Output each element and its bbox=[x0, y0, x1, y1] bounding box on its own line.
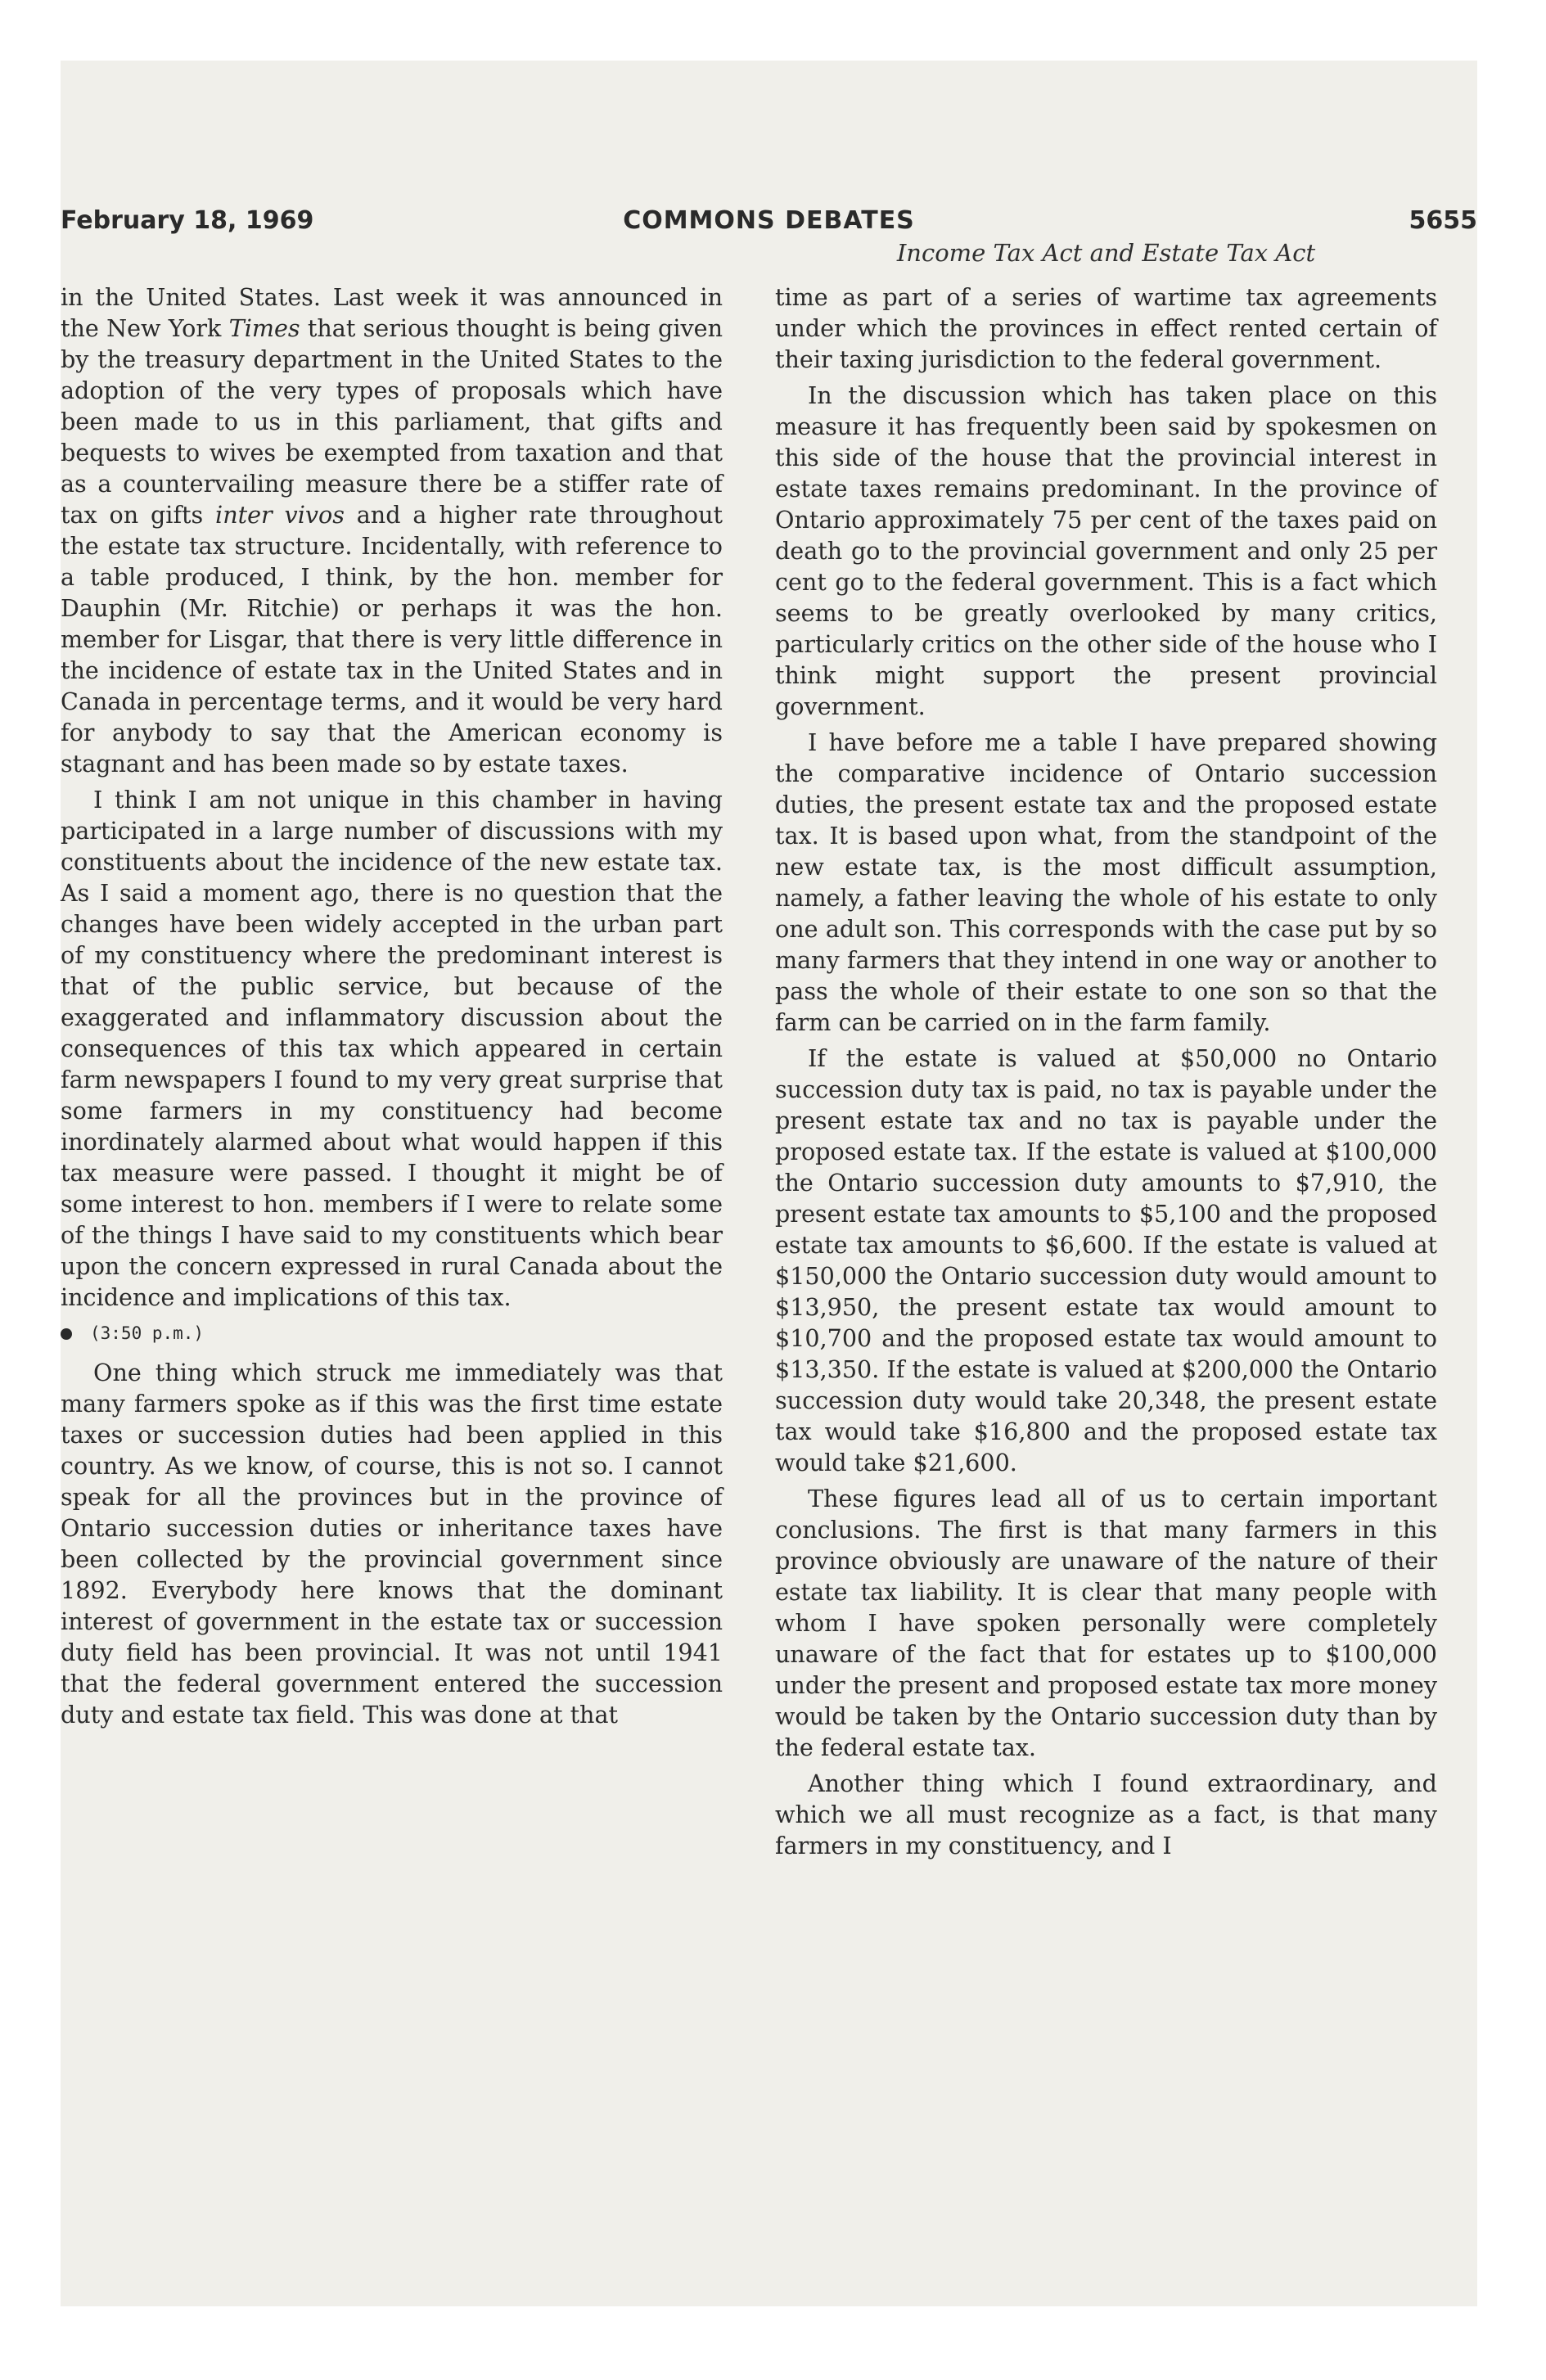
header-date: February 18, 1969 bbox=[61, 206, 314, 235]
left-column bbox=[61, 282, 723, 1735]
newspaper-name: Times bbox=[228, 314, 300, 342]
paragraph: I have before me a table I have prepared showing the comparative incidence of Ontario succession duties, the present estate tax and the proposed estate tax. It is based upon what, from the standpoint of the new estate tax, is the most difficult assumption, namely, a father leaving the whole of his estate to only one adult son. This corresponds with the case put by so many farmers that they intend in one way or another to pass the whole of their estate to one son so that the farm can be carried on in the farm family. bbox=[775, 728, 1437, 1036]
paragraph bbox=[61, 282, 723, 779]
paragraph: These figures lead all of us to certain important conclusions. The first is that many farmers in this province obviously are unaware of the nature of their estate tax liability. It is clear that many people with whom I have spoken personally were completely unaware of the fact that for estates up to $100,000 under the present and proposed estate tax more money would be taken by the Ontario succession duty than by the federal estate tax. bbox=[775, 1485, 1437, 1761]
paragraph: One thing which struck me immediately was that many farmers spoke as if this was the first time estate taxes or succession duties had been applied in this country. As we know, of course, this is not so. I cannot speak for all the provinces but in the province of Ontario succession duties or inheritance taxes have been collected by the provincial government since 1892. Everybody here knows that the dominant interest of government in the estate tax or succession duty field has been provincial. It was not until 1941 that the federal government entered the succession duty and estate tax field. This was done at that bbox=[61, 1359, 723, 1729]
text-run: that serious thought is being given by the treasury department in the United States to the adoption of the very types of proposals which have been made to us in this parliament, that gifts and bequests to wives be exempted from taxation and that as a countervailing measure there be a stiffer rate of tax on gifts bbox=[61, 314, 723, 529]
paragraph: In the discussion which has taken place on this measure it has frequently been said by spokesmen on this side of the house that the provincial interest in estate taxes remains predominant. In the province of Ontario approximately 75 per cent of the taxes paid on death go to the provincial government and only 25 per cent go to the federal government. This is a fact which seems to be greatly overlooked by many critics, particularly critics on the other side of the house who I think might support the present provincial government. bbox=[775, 381, 1437, 720]
paragraph: Another thing which I found extraordinary, and which we all must recognize as a fact, is that many farmers in my constituency, and I bbox=[775, 1769, 1437, 1859]
right-column bbox=[775, 282, 1437, 1866]
header-title: COMMONS DEBATES bbox=[623, 206, 915, 235]
time-marker bbox=[61, 1318, 723, 1349]
text-run: in the United States. Last week it was announced in the New York bbox=[61, 283, 723, 342]
paragraph: time as part of a series of wartime tax agreements under which the provinces in effect rented certain of their taxing jurisdiction to the federal government. bbox=[775, 283, 1437, 373]
paragraph: If the estate is valued at $50,000 no Ontario succession duty tax is paid, no tax is payable under the present estate tax and no tax is payable under the proposed estate tax. If the estate is valued at $100,000 the Ontario succession duty amounts to $7,910, the present estate tax amounts to $5,100 and the proposed estate tax amounts to $6,600. If the estate is valued at $150,000 the Ontario succession duty would amount to $13,950, the present estate tax would amount to $10,700 and the proposed estate tax would amount to $13,350. If the estate is valued at $200,000 the Ontario succession duty would take 20,348, the present estate tax would take $16,800 and the proposed estate tax would take $21,600. bbox=[775, 1044, 1437, 1476]
time-marker-text: (3:50 p.m.) bbox=[90, 1323, 205, 1343]
bullet-icon bbox=[61, 1328, 72, 1340]
running-head: Income Tax Act and Estate Tax Act bbox=[896, 239, 1316, 267]
paragraph: I think I am not unique in this chamber in having participated in a large number of discussions with my constituents about the incidence of the new estate tax. As I said a moment ago, there is no question that the changes have been widely accepted in the urban part of my constituency where the predominant interest is that of the public service, but because of the exaggerated and inflammatory discussion about the consequences of this tax which appeared in certain farm newspapers I found to my very great surprise that some farmers in my constituency had become inordinately alarmed about what would happen if this tax measure were passed. I thought it might be of some interest to hon. members if I were to relate some of the things I have said to my constituents which bear upon the concern expressed in rural Canada about the incidence and implications of this tax. bbox=[61, 786, 723, 1311]
text-run: and a higher rate throughout the estate tax structure. Incidentally, with reference to a table produced, I think, by the hon. member for Dauphin (Mr. Ritchie) or perhaps it was the hon. member for Lisgar, that there is very little difference in the incidence of estate tax in the United States and in Canada in percentage terms, and it would be very hard for anybody to say that the American economy is stagnant and has been made so by estate taxes. bbox=[61, 501, 723, 778]
page-number: 5655 bbox=[1409, 206, 1477, 235]
scanned-page bbox=[61, 61, 1477, 2306]
latin-phrase: inter vivos bbox=[215, 501, 345, 529]
